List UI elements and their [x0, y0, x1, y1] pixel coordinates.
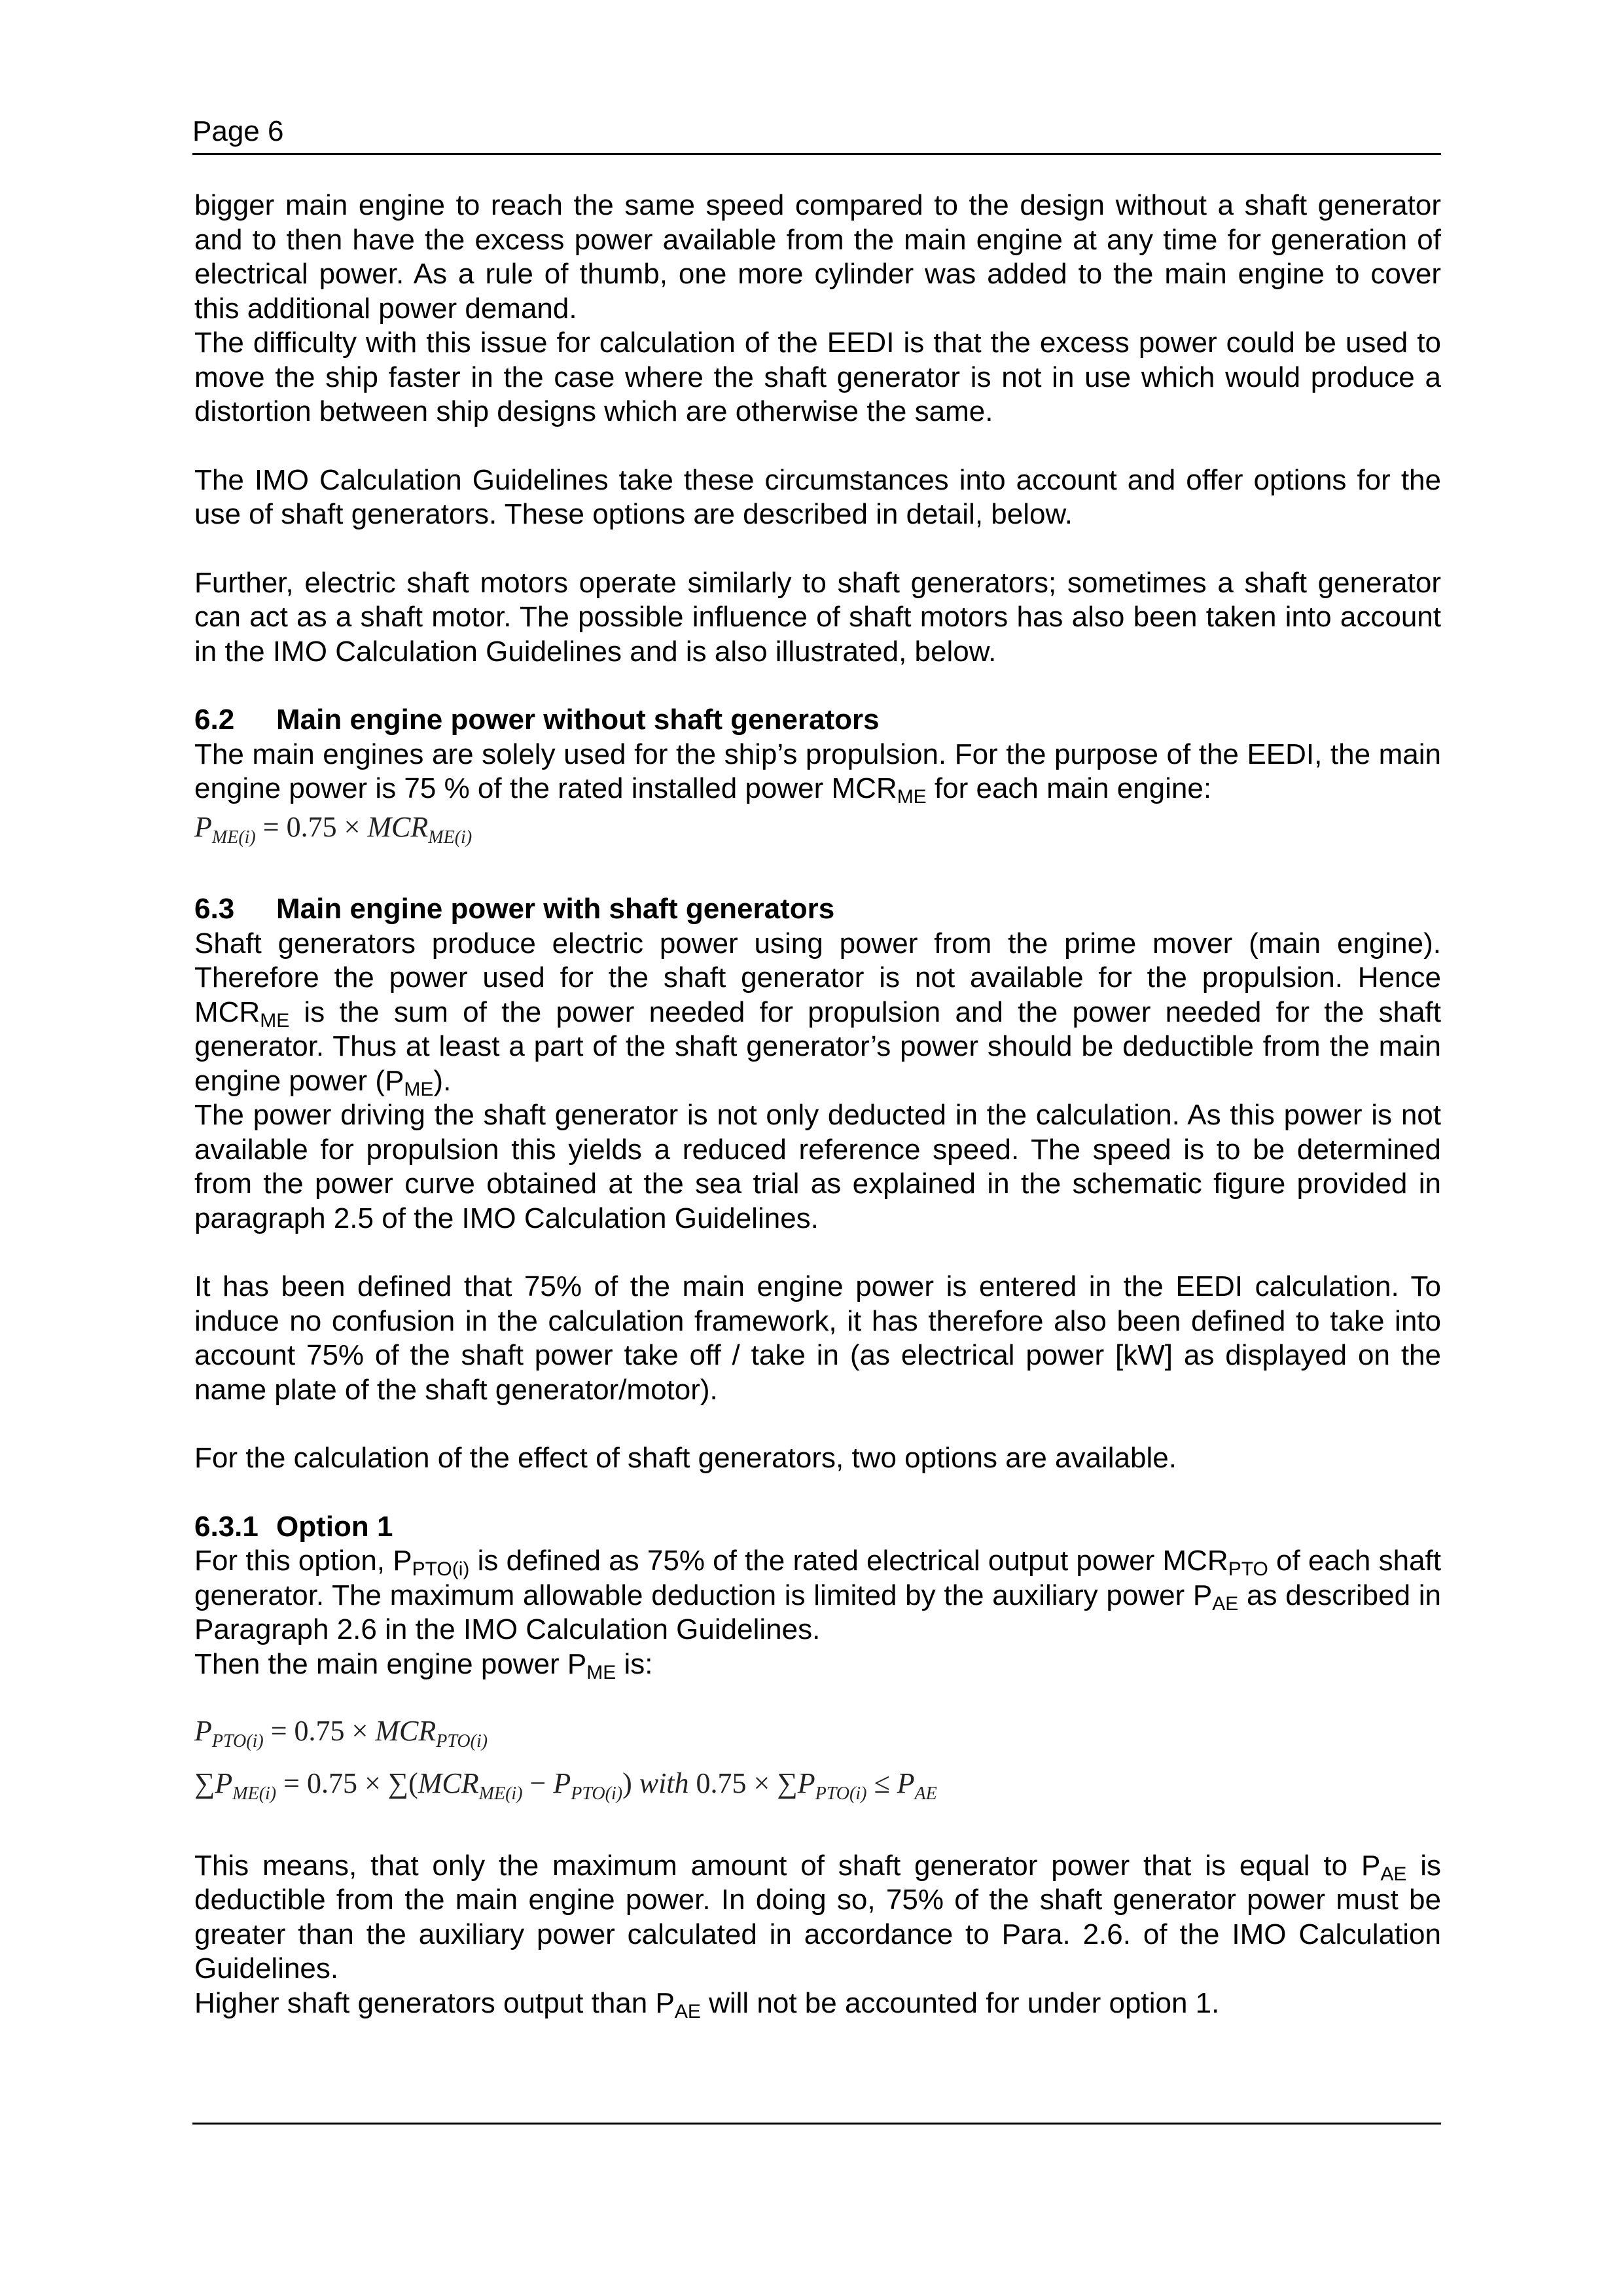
section-heading-6-2 [194, 703, 1441, 738]
section-title: Option 1 [276, 1510, 393, 1543]
paragraph: Higher shaft generators output than $P_{AE}$ will not be accounted for under option 1. [194, 1986, 1220, 2022]
section-title: Main engine power with shaft generators [276, 893, 835, 925]
section-heading-6-3-1 [194, 1510, 1441, 1545]
section-title: Main engine power without shaft generators [276, 704, 880, 736]
paragraph: The difficulty with this issue for calculation of the EEDI is that the excess power could be used to move the ship faster in the case where the shaft generator is not in use which would produce a distortion between ship designs which are otherwise the same. [194, 327, 1441, 427]
page-content [194, 188, 1441, 2020]
paragraph: bigger main engine to reach the same speed compared to the design without a shaft generator and to then have the excess power available from the main engine at any time for generation of electrical power. As a rule of thumb, one more cylinder was added to the main engine to cover this additional power demand. [194, 189, 1441, 325]
page-header [192, 113, 1441, 155]
section-number: 6.3.1 [194, 1510, 259, 1543]
paragraph: Shaft generators produce electric power using power from the prime mover (main engine). Therefore the power used for the shaft generator is not available for the propulsion. Hence $MCR_{ME}$ is the sum of the power needed for propulsion and the power needed for the shaft generator. Thus at least a part of the shaft generator’s power should be deductible from the main engine power $(P_{ME})$. [194, 927, 1441, 1100]
paragraph: This means, that only the maximum amount of shaft generator power that is equal to $P_{AE}$ is deductible from the main engine power. In doing so, 75% of the shaft generator power must be greater than the auxiliary power calculated in accordance to Para. 2.6. of the IMO Calculation Guidelines. [194, 1849, 1442, 1985]
paragraph: For the calculation of the effect of shaft generators, two options are available. [194, 1442, 1177, 1475]
paragraph: The power driving the shaft generator is not only deducted in the calculation. As this power is not available for propulsion this yields a reduced reference speed. The speed is to be determined from the power curve obtained at the sea trial as explained in the schematic figure provided in paragraph 2.5 of the IMO Calculation Guidelines. [194, 1099, 1441, 1234]
paragraph: The main engines are solely used for the ship’s propulsion. For the purpose of the EEDI, the main engine power is 75 % of the rated installed power $MCR_{ME}$ for each main engine: [194, 738, 1441, 808]
section-number: 6.2 [194, 704, 235, 736]
section-heading-6-3 [194, 892, 1441, 927]
paragraph: The IMO Calculation Guidelines take these circumstances into account and offer options for the use of shaft generators. These options are described in detail, below. [194, 463, 1441, 530]
formula-pto-power: $P_{PTO(i)} = 0.75 \times MCR_{PTO(i)}$ [194, 1715, 488, 1752]
paragraph: It has been defined that 75% of the main engine power is entered in the EEDI calculation. To induce no confusion in the calculation framework, it has therefore also been defined to take into account 75% of the shaft power take off / take in (as electrical power [kW] as displayed on the name plate of the shaft generator/motor). [194, 1270, 1441, 1406]
paragraph: For this option, $P_{PTO(i)}$ is defined as 75% of the rated electrical output power $MCR_{PTO}$ of each shaft generator. The maximum allowable deduction is limited by the auxiliary power $P_{AE}$ as described in Paragraph 2.6 in the IMO Calculation Guidelines. [194, 1545, 1442, 1646]
paragraph: Further, electric shaft motors operate similarly to shaft generators; sometimes a shaft generator can act as a shaft motor. The possible influence of shaft motors has also been taken into account in the IMO Calculation Guidelines and is also illustrated, below. [194, 566, 1441, 668]
footer-rule [192, 2123, 1441, 2125]
formula-main-engine-sum: $\sum P_{ME(i)} = 0.75 \times \sum(MCR_{ME(i)} - P_{PTO(i)})$ with $0.75 \times \sum P_{PTO(i)} \le P_{AE}$ [194, 1767, 937, 1804]
formula-main-engine-power: $P_{ME(i)} = 0.75 \times MCR_{ME(i)}$ [194, 810, 473, 848]
paragraph: Then the main engine power $P_{ME}$ is: [194, 1647, 653, 1683]
section-number: 6.3 [194, 893, 235, 925]
page-number: Page 6 [192, 115, 284, 147]
